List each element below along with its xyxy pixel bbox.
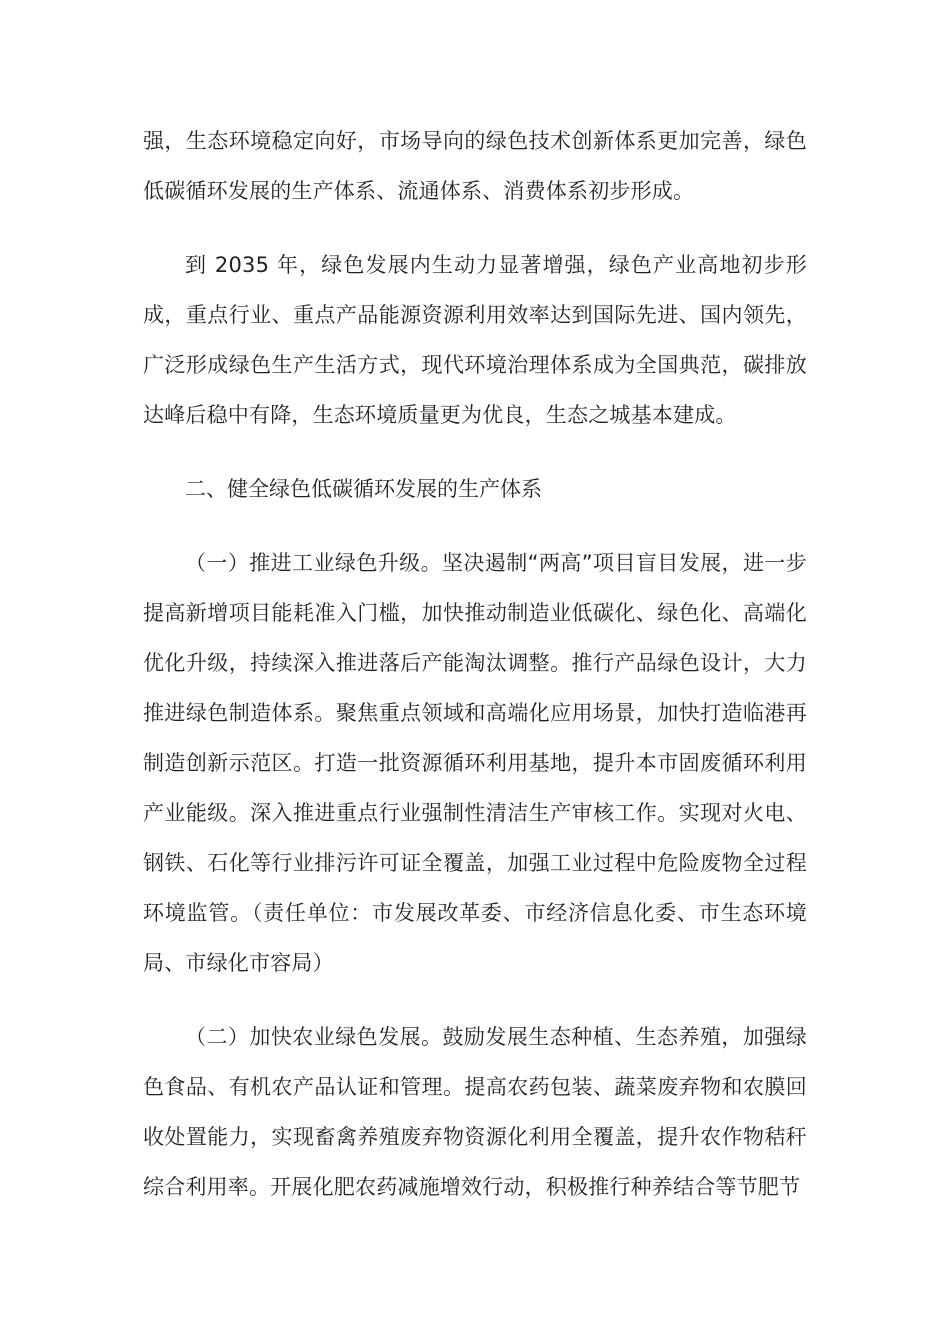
paragraph-goals-2025-continued: 强，生态环境稳定向好，市场导向的绿色技术创新体系更加完善，绿色低碳循环发展的生产体系、流通体系、消费体系初步形成。 xyxy=(143,129,807,203)
paragraph-industrial-green-upgrade: （一）推进工业绿色升级。坚决遏制“两高”项目盲目发展，进一步提高新增项目能耗准入门槛，加快推动制造业低碳化、绿色化、高端化优化升级，持续深入推进落后产能淘汰调整。推行产品绿色设计，大力推进绿色制造体系。聚焦重点领域和高端化应用场景，加快打造临港再制造创新示范区。打造一批资源循环利用基地，提升本市固废循环利用产业能级。深入推进重点行业强制性清洁生产审核工作。实现对火电、钢铁、石化等行业排污许可证全覆盖，加强工业过程中危险废物全过程环境监管。（责任单位：市发展改革委、市经济信息化委、市生态环境局、市绿化市容局） xyxy=(143,551,807,975)
paragraph-agricultural-green-development: （二）加快农业绿色发展。鼓励发展生态种植、生态养殖，加强绿色食品、有机农产品认证和管理。提高农药包装、蔬菜废弃物和农膜回收处置能力，实现畜禽养殖废弃物资源化利用全覆盖，提升农作物秸秆综合利用率。开展化肥农药减施增效行动，积极推行种养结合等节肥节 xyxy=(143,1025,807,1199)
section-heading-production-system: 二、健全绿色低碳循环发展的生产体系 xyxy=(185,477,542,501)
paragraph-goals-2035: 到 2035 年，绿色发展内生动力显著增强，绿色产业高地初步形成，重点行业、重点产品能源资源利用效率达到国际先进、国内领先，广泛形成绿色生产生活方式，现代环境治理体系成为全国典范，碳排放达峰后稳中有降，生态环境质量更为优良，生态之城基本建成。 xyxy=(143,253,807,427)
